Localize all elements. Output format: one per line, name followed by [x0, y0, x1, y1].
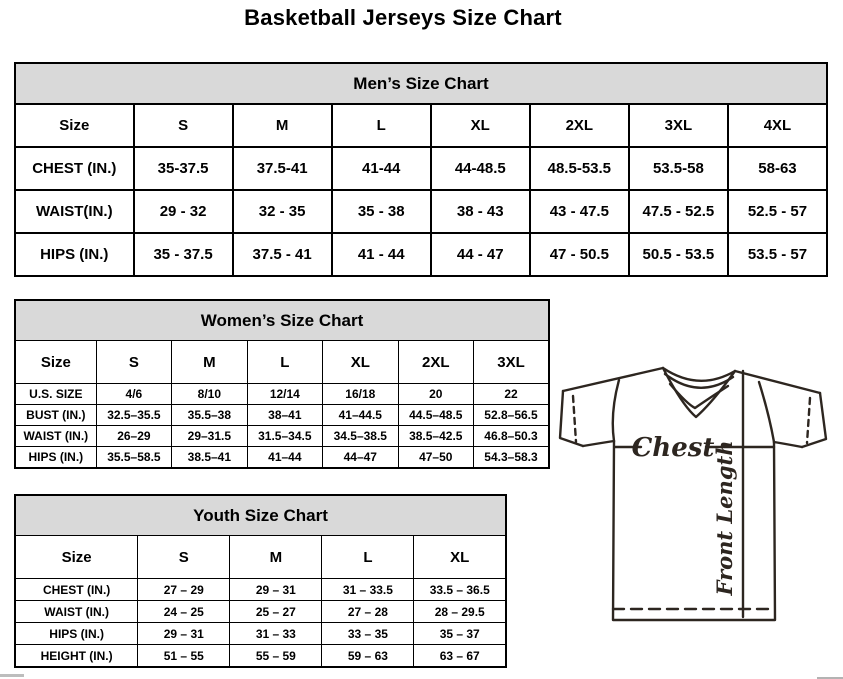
mens-cell-chest-in-4xl: 58-63 — [728, 147, 827, 190]
youth-row-label-waist-in: WAIST (IN.) — [15, 601, 138, 623]
womens-col-header-size: Size — [15, 341, 96, 384]
womens-table-title: Women’s Size Chart — [15, 300, 549, 341]
womens-cell-bust-in-l: 38–41 — [247, 405, 322, 426]
youth-row-label-chest-in: CHEST (IN.) — [15, 579, 138, 601]
womens-col-header-2xl: 2XL — [398, 341, 473, 384]
front-length-measure-label: Front Length — [712, 440, 737, 596]
youth-table-row-waist-in — [15, 601, 506, 623]
mens-cell-hips-in-3xl: 50.5 - 53.5 — [629, 233, 728, 276]
womens-size-chart-section — [14, 299, 550, 469]
youth-cell-waist-in-m: 25 – 27 — [230, 601, 322, 623]
mens-col-header-s: S — [134, 104, 233, 147]
mens-size-table — [14, 62, 828, 277]
mens-cell-waist-in-xl: 38 - 43 — [431, 190, 530, 233]
youth-table-row-hips-in — [15, 623, 506, 645]
womens-cell-u-s-size-2xl: 20 — [398, 384, 473, 405]
womens-cell-hips-in-l: 41–44 — [247, 447, 322, 469]
page-title: Basketball Jerseys Size Chart — [244, 5, 562, 30]
jersey-measurement-diagram — [556, 358, 840, 628]
mens-col-header-xl: XL — [431, 104, 530, 147]
mens-col-header-m: M — [233, 104, 332, 147]
womens-cell-bust-in-2xl: 44.5–48.5 — [398, 405, 473, 426]
womens-col-header-m: M — [172, 341, 247, 384]
womens-row-label-hips-in: HIPS (IN.) — [15, 447, 96, 469]
mens-cell-waist-in-3xl: 47.5 - 52.5 — [629, 190, 728, 233]
mens-col-header-l: L — [332, 104, 431, 147]
youth-table-row-chest-in — [15, 579, 506, 601]
youth-table-title: Youth Size Chart — [15, 495, 506, 536]
mens-cell-chest-in-3xl: 53.5-58 — [629, 147, 728, 190]
womens-cell-u-s-size-l: 12/14 — [247, 384, 322, 405]
mens-cell-hips-in-m: 37.5 - 41 — [233, 233, 332, 276]
youth-cell-height-in-l: 59 – 63 — [322, 645, 414, 668]
womens-col-header-l: L — [247, 341, 322, 384]
womens-cell-hips-in-3xl: 54.3–58.3 — [474, 447, 550, 469]
mens-cell-chest-in-2xl: 48.5-53.5 — [530, 147, 629, 190]
mens-col-header-2xl: 2XL — [530, 104, 629, 147]
womens-cell-u-s-size-xl: 16/18 — [323, 384, 398, 405]
womens-table-row-bust-in — [15, 405, 549, 426]
mens-cell-chest-in-l: 41-44 — [332, 147, 431, 190]
youth-size-table — [14, 494, 507, 668]
mens-table-row-chest-in — [15, 147, 827, 190]
womens-cell-bust-in-s: 32.5–35.5 — [96, 405, 171, 426]
womens-row-label-bust-in: BUST (IN.) — [15, 405, 96, 426]
youth-size-chart-section — [14, 494, 507, 668]
womens-row-label-waist-in: WAIST (IN.) — [15, 426, 96, 447]
womens-cell-waist-in-s: 26–29 — [96, 426, 171, 447]
womens-col-header-s: S — [96, 341, 171, 384]
womens-col-header-xl: XL — [323, 341, 398, 384]
youth-col-header-xl: XL — [414, 536, 506, 579]
mens-col-header-4xl: 4XL — [728, 104, 827, 147]
womens-cell-hips-in-m: 38.5–41 — [172, 447, 247, 469]
youth-cell-chest-in-l: 31 – 33.5 — [322, 579, 414, 601]
jersey-diagram-icon — [556, 358, 840, 628]
womens-size-table — [14, 299, 550, 469]
womens-cell-waist-in-l: 31.5–34.5 — [247, 426, 322, 447]
mens-cell-hips-in-2xl: 47 - 50.5 — [530, 233, 629, 276]
mens-col-header-3xl: 3XL — [629, 104, 728, 147]
youth-table-row-height-in — [15, 645, 506, 668]
mens-cell-chest-in-xl: 44-48.5 — [431, 147, 530, 190]
youth-cell-hips-in-m: 31 – 33 — [230, 623, 322, 645]
horizontal-scrollbar-fragment-left[interactable] — [0, 674, 24, 677]
womens-cell-waist-in-3xl: 46.8–50.3 — [474, 426, 550, 447]
womens-cell-hips-in-s: 35.5–58.5 — [96, 447, 171, 469]
youth-cell-waist-in-s: 24 – 25 — [138, 601, 230, 623]
youth-cell-height-in-s: 51 – 55 — [138, 645, 230, 668]
womens-cell-waist-in-2xl: 38.5–42.5 — [398, 426, 473, 447]
youth-cell-waist-in-l: 27 – 28 — [322, 601, 414, 623]
youth-cell-waist-in-xl: 28 – 29.5 — [414, 601, 506, 623]
womens-table-row-u-s-size — [15, 384, 549, 405]
mens-size-chart-section — [14, 62, 828, 277]
womens-cell-waist-in-m: 29–31.5 — [172, 426, 247, 447]
youth-cell-chest-in-m: 29 – 31 — [230, 579, 322, 601]
youth-cell-height-in-m: 55 – 59 — [230, 645, 322, 668]
womens-col-header-3xl: 3XL — [474, 341, 550, 384]
mens-cell-hips-in-xl: 44 - 47 — [431, 233, 530, 276]
womens-cell-hips-in-xl: 44–47 — [323, 447, 398, 469]
mens-cell-chest-in-m: 37.5-41 — [233, 147, 332, 190]
womens-row-label-u-s-size: U.S. SIZE — [15, 384, 96, 405]
youth-row-label-height-in: HEIGHT (IN.) — [15, 645, 138, 668]
womens-cell-waist-in-xl: 34.5–38.5 — [323, 426, 398, 447]
mens-table-row-waist-in — [15, 190, 827, 233]
youth-row-label-hips-in: HIPS (IN.) — [15, 623, 138, 645]
youth-cell-hips-in-l: 33 – 35 — [322, 623, 414, 645]
mens-cell-waist-in-4xl: 52.5 - 57 — [728, 190, 827, 233]
mens-row-label-chest-in: CHEST (IN.) — [15, 147, 134, 190]
womens-cell-bust-in-xl: 41–44.5 — [323, 405, 398, 426]
mens-row-label-hips-in: HIPS (IN.) — [15, 233, 134, 276]
youth-cell-hips-in-xl: 35 – 37 — [414, 623, 506, 645]
womens-cell-bust-in-m: 35.5–38 — [172, 405, 247, 426]
mens-cell-hips-in-4xl: 53.5 - 57 — [728, 233, 827, 276]
chest-measure-label: Chest — [631, 433, 715, 463]
youth-cell-chest-in-s: 27 – 29 — [138, 579, 230, 601]
womens-table-row-hips-in — [15, 447, 549, 469]
mens-cell-waist-in-l: 35 - 38 — [332, 190, 431, 233]
womens-cell-u-s-size-s: 4/6 — [96, 384, 171, 405]
mens-cell-waist-in-m: 32 - 35 — [233, 190, 332, 233]
youth-cell-chest-in-xl: 33.5 – 36.5 — [414, 579, 506, 601]
womens-cell-u-s-size-m: 8/10 — [172, 384, 247, 405]
youth-col-header-s: S — [138, 536, 230, 579]
mens-cell-chest-in-s: 35-37.5 — [134, 147, 233, 190]
youth-col-header-l: L — [322, 536, 414, 579]
jersey-outline — [560, 368, 826, 620]
womens-cell-bust-in-3xl: 52.8–56.5 — [474, 405, 550, 426]
mens-cell-waist-in-2xl: 43 - 47.5 — [530, 190, 629, 233]
womens-table-row-waist-in — [15, 426, 549, 447]
youth-col-header-m: M — [230, 536, 322, 579]
youth-cell-hips-in-s: 29 – 31 — [138, 623, 230, 645]
mens-col-header-size: Size — [15, 104, 134, 147]
mens-cell-hips-in-s: 35 - 37.5 — [134, 233, 233, 276]
mens-cell-hips-in-l: 41 - 44 — [332, 233, 431, 276]
youth-cell-height-in-xl: 63 – 67 — [414, 645, 506, 668]
mens-row-label-waist-in: WAIST(IN.) — [15, 190, 134, 233]
mens-table-title: Men’s Size Chart — [15, 63, 827, 104]
youth-col-header-size: Size — [15, 536, 138, 579]
womens-cell-hips-in-2xl: 47–50 — [398, 447, 473, 469]
mens-table-row-hips-in — [15, 233, 827, 276]
mens-cell-waist-in-s: 29 - 32 — [134, 190, 233, 233]
womens-cell-u-s-size-3xl: 22 — [474, 384, 550, 405]
